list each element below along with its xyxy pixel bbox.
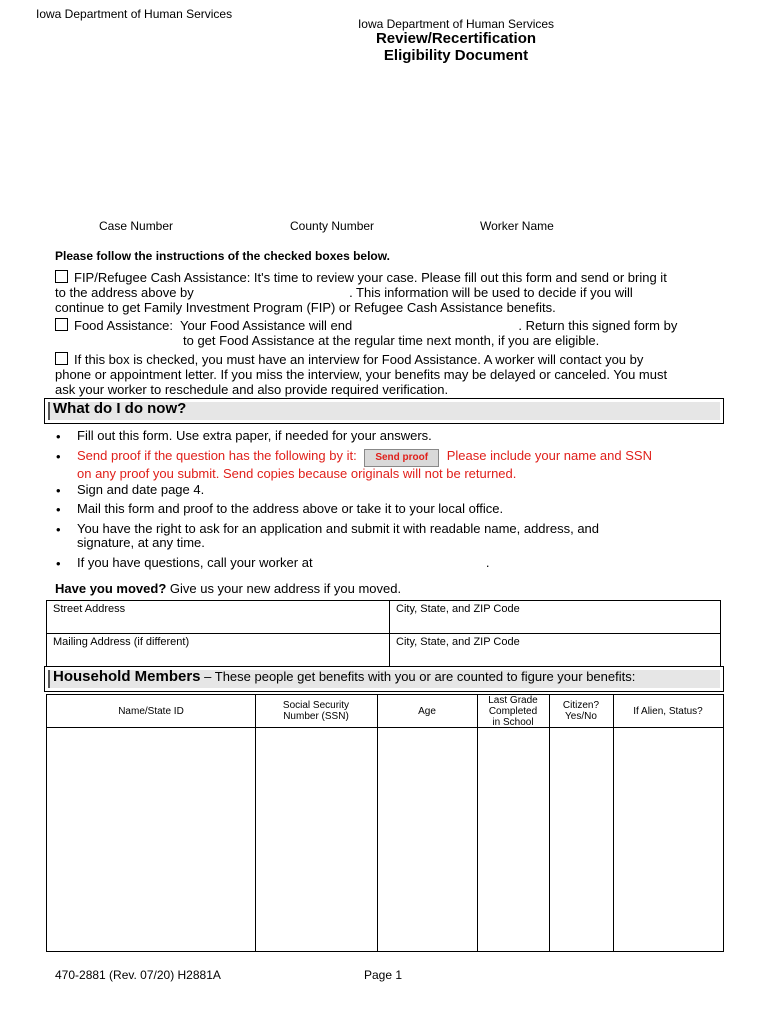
- name-entry-area[interactable]: [47, 728, 255, 951]
- col-ssn: Social Security Number (SSN): [282, 700, 350, 722]
- age-entry-area[interactable]: [378, 728, 477, 951]
- fip-text-line1: FIP/Refugee Cash Assistance: It's time to review your case. Please fill out this form and send or bring it: [74, 270, 667, 285]
- ssn-entry-area[interactable]: [256, 728, 377, 951]
- interview-text-line3: ask your worker to reschedule and also provide required verification.: [55, 382, 449, 397]
- agency-name-center: Iowa Department of Human Services: [357, 17, 555, 31]
- bullet-sign-date: Sign and date page 4.: [77, 482, 205, 497]
- moved-heading: [55, 581, 401, 596]
- instructions-heading: Please follow the instructions of the checked boxes below.: [55, 249, 390, 263]
- mailing-city-state-zip-field[interactable]: City, State, and ZIP Code: [390, 634, 721, 667]
- what-do-i-do-now-title: What do I do now?: [53, 400, 187, 417]
- bullet-3: •: [56, 483, 61, 498]
- food-section: [55, 318, 735, 348]
- right-to-ask-line2: signature, at any time.: [77, 535, 205, 550]
- col-name-state-id: Name/State ID: [118, 705, 184, 717]
- col-last-grade: Last Grade Completed in School: [488, 694, 538, 728]
- page-number: Page 1: [364, 968, 403, 982]
- alien-status-entry-area[interactable]: [614, 728, 723, 951]
- moved-heading-rest: Give us your new address if you moved.: [166, 581, 402, 596]
- col-alien-status: If Alien, Status?: [633, 705, 703, 717]
- bullet-2: •: [56, 449, 61, 464]
- county-number-label: County Number: [290, 219, 375, 233]
- mailing-address-field[interactable]: Mailing Address (if different): [47, 634, 390, 667]
- moved-heading-bold: Have you moved?: [55, 581, 167, 596]
- city-state-zip-field[interactable]: City, State, and ZIP Code: [390, 601, 721, 634]
- interview-text-line2: phone or appointment letter. If you miss the interview, your benefits may be delayed or canceled. You must: [55, 367, 668, 382]
- address-table: [46, 600, 721, 667]
- fip-text-line3: continue to get Family Investment Program (FIP) or Refugee Cash Assistance benefits.: [55, 300, 556, 315]
- household-members-title: [53, 668, 635, 685]
- food-checkbox[interactable]: [55, 318, 68, 331]
- bullet-fill-out-form: Fill out this form. Use extra paper, if needed for your answers.: [77, 428, 432, 443]
- fip-text-line2: to the address above by . This information will be used to decide if you will: [55, 285, 633, 300]
- agency-name-top-left: Iowa Department of Human Services: [36, 7, 233, 21]
- bullet-6: •: [56, 556, 61, 571]
- bullet-send-proof: [77, 449, 727, 481]
- household-members-table: [46, 694, 724, 952]
- send-proof-text-a: Send proof if the question has the following by it:: [77, 448, 357, 463]
- household-title-rest: – These people get benefits with you or are counted to figure your benefits:: [200, 669, 636, 684]
- interview-checkbox[interactable]: [55, 352, 68, 365]
- form-number: 470-2881 (Rev. 07/20) H2881A: [55, 968, 221, 982]
- right-to-ask-line1: You have the right to ask for an application and submit it with readable name, address, and: [77, 521, 600, 536]
- grade-entry-area[interactable]: [478, 728, 549, 951]
- bullet-questions: If you have questions, call your worker at .: [77, 555, 490, 570]
- send-proof-text-b: Please include your name and SSN: [446, 448, 652, 463]
- interview-text-line1: If this box is checked, you must have an interview for Food Assistance. A worker will contact you by: [74, 352, 644, 367]
- citizen-entry-area[interactable]: [550, 728, 613, 951]
- case-number-label: Case Number: [99, 219, 174, 233]
- send-proof-badge: Send proof: [364, 449, 439, 467]
- food-text-line1: Food Assistance: Your Food Assistance will end . Return this signed form by: [74, 318, 678, 333]
- col-age: Age: [418, 705, 436, 717]
- bullet-right-to-ask: [77, 522, 727, 550]
- interview-section: [55, 352, 735, 397]
- street-address-field[interactable]: Street Address: [47, 601, 390, 634]
- worker-name-label: Worker Name: [480, 219, 554, 233]
- food-text-line2: to get Food Assistance at the regular time next month, if you are eligible.: [183, 333, 600, 348]
- household-title-bold: Household Members: [53, 668, 201, 685]
- col-citizen: Citizen? Yes/No: [562, 700, 600, 722]
- what-do-i-do-now-bar: [44, 398, 724, 424]
- form-title-line1: Review/Recertification: [375, 30, 537, 47]
- form-title-line2: Eligibility Document: [383, 47, 529, 64]
- fip-section: [55, 270, 735, 315]
- bullet-1: •: [56, 429, 61, 444]
- send-proof-text-c: on any proof you submit. Send copies because originals will not be returned.: [77, 466, 517, 481]
- bullet-mail-form: Mail this form and proof to the address above or take it to your local office.: [77, 501, 504, 516]
- bullet-5: •: [56, 522, 61, 537]
- fip-checkbox[interactable]: [55, 270, 68, 283]
- household-members-bar: [44, 666, 724, 692]
- bullet-4: •: [56, 502, 61, 517]
